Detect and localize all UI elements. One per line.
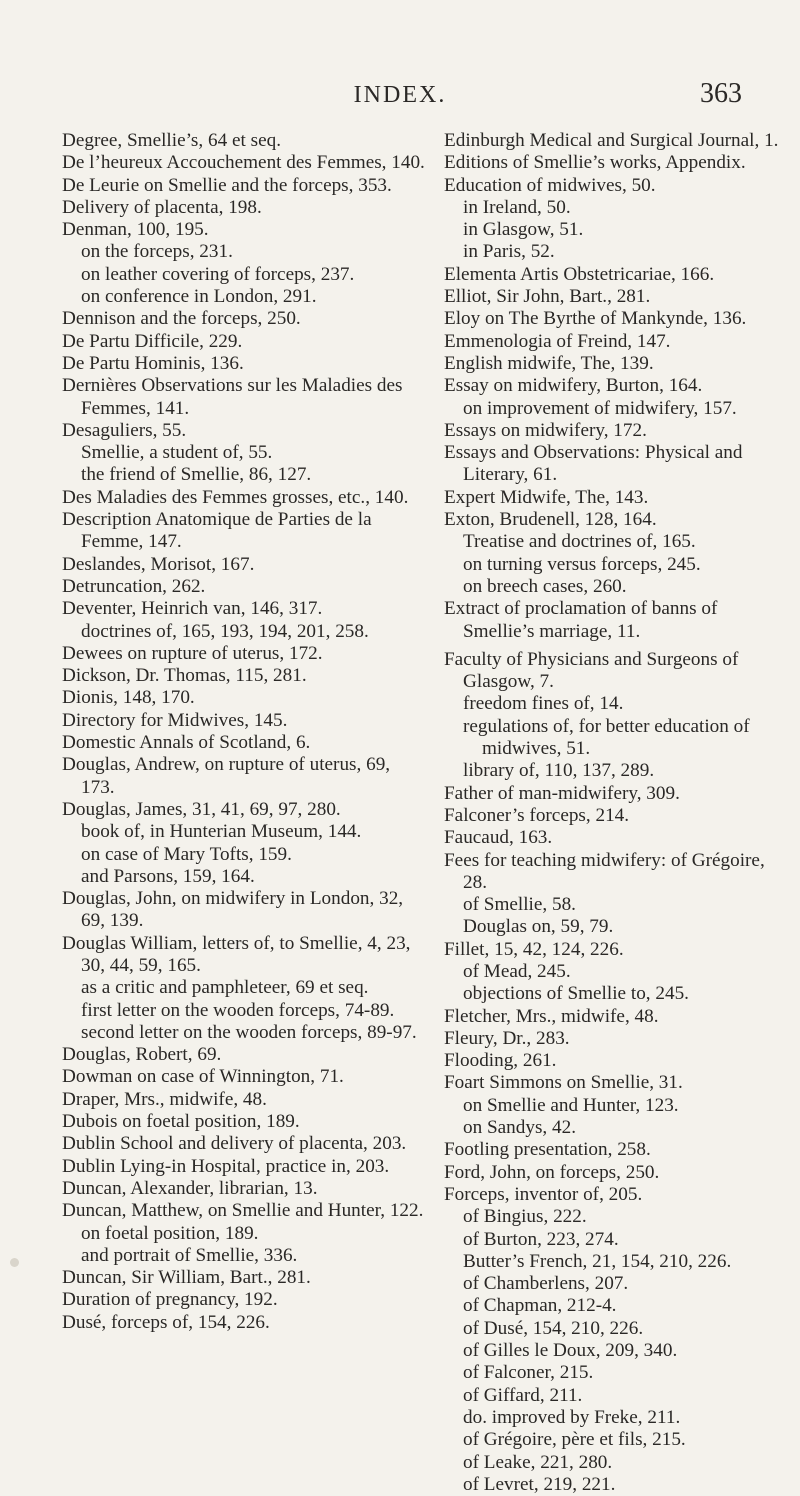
- index-subentry: of Burton, 223, 274.: [463, 1228, 619, 1250]
- index-entry: Elliot, Sir John, Bart., 281.: [444, 286, 651, 308]
- index-entry: Falconer’s forceps, 214.: [444, 804, 630, 826]
- index-subentry: in Paris, 52.: [463, 241, 555, 263]
- index-entry: Dubois on foetal position, 189.: [62, 1111, 300, 1133]
- index-entry: Draper, Mrs., midwife, 48.: [62, 1088, 267, 1110]
- index-entry: Elementa Artis Obstetricariae, 166.: [444, 263, 715, 285]
- index-entry: Essays on midwifery, 172.: [444, 419, 647, 441]
- index-entry: Fleury, Dr., 283.: [444, 1027, 570, 1049]
- page-header: [0, 78, 800, 118]
- index-subentry: on foetal position, 189.: [81, 1222, 259, 1244]
- index-entry: De Partu Difficile, 229.: [62, 330, 243, 352]
- index-subentry: of Chapman, 212-4.: [463, 1295, 617, 1317]
- index-subentry: on Sandys, 42.: [463, 1117, 576, 1139]
- index-entry: Douglas, Robert, 69.: [62, 1044, 222, 1066]
- index-entry: Edinburgh Medical and Surgical Journal, 1.: [444, 130, 779, 151]
- index-subentry: as a critic and pamphleteer, 69 et seq.: [81, 977, 369, 999]
- index-entry: Deventer, Heinrich van, 146, 317.: [62, 598, 323, 620]
- index-entry: Dublin School and delivery of placenta, 203.: [62, 1133, 407, 1155]
- index-subentry: on Smellie and Hunter, 123.: [463, 1094, 679, 1116]
- index-entry: Dennison and the forceps, 250.: [62, 308, 301, 330]
- index-entry: Extract of proclamation of banns of Smellie’s marriage, 11.: [444, 598, 718, 642]
- index-entry: Douglas, John, on midwifery in London, 32, 69, 139.: [62, 888, 404, 932]
- index-subentry: of Falconer, 215.: [463, 1362, 594, 1384]
- index-subentry: of Levret, 219, 221.: [463, 1473, 616, 1495]
- index-subentry: Smellie, a student of, 55.: [81, 442, 273, 464]
- index-subentry: second letter on the wooden forceps, 89-97.: [81, 1021, 417, 1043]
- index-subentry: of Dusé, 154, 210, 226.: [463, 1317, 644, 1339]
- index-entry: Douglas, Andrew, on rupture of uterus, 69, 173.: [62, 754, 391, 798]
- index-entry: Foart Simmons on Smellie, 31.: [444, 1072, 683, 1094]
- index-subentry: book of, in Hunterian Museum, 144.: [81, 821, 362, 843]
- index-entry: Duncan, Alexander, librarian, 13.: [62, 1177, 318, 1199]
- index-entry: Dublin Lying-in Hospital, practice in, 203.: [62, 1155, 390, 1177]
- index-subentry: freedom fines of, 14.: [463, 693, 624, 715]
- index-subentry: in Ireland, 50.: [463, 196, 571, 218]
- index-subentry: and portrait of Smellie, 336.: [81, 1244, 298, 1266]
- index-subentry: on the forceps, 231.: [81, 241, 233, 263]
- index-entry: Essay on midwifery, Burton, 164.: [444, 375, 703, 397]
- index-entry: Faucaud, 163.: [444, 827, 553, 849]
- index-entry: De l’heureux Accouchement des Femmes, 140.: [62, 152, 425, 174]
- index-entry: Faculty of Physicians and Surgeons of Glasgow, 7.: [444, 648, 739, 693]
- index-entry: Douglas William, letters of, to Smellie, 4, 23, 30, 44, 59, 165.: [62, 932, 411, 976]
- index-subentry: of Bingius, 222.: [463, 1206, 587, 1228]
- index-entry: Forceps, inventor of, 205.: [444, 1183, 643, 1205]
- index-entry: Flooding, 261.: [444, 1050, 557, 1072]
- index-entry: Essays and Observations: Physical and Literary, 61.: [444, 442, 743, 486]
- index-entry: Duration of pregnancy, 192.: [62, 1289, 278, 1311]
- index-column-right: [444, 130, 789, 1496]
- index-entry: Domestic Annals of Scotland, 6.: [62, 732, 311, 754]
- index-subentry: on improvement of midwifery, 157.: [463, 397, 737, 419]
- index-subentry: on leather covering of forceps, 237.: [81, 263, 355, 285]
- index-entry: Fees for teaching midwifery: of Grégoire, 28.: [444, 849, 765, 893]
- index-entry: English midwife, The, 139.: [444, 352, 654, 374]
- index-subentry: Treatise and doctrines of, 165.: [463, 531, 696, 553]
- page-number: 363: [700, 78, 742, 109]
- index-subentry: of Gilles le Doux, 209, 340.: [463, 1340, 678, 1362]
- index-subentry: in Glasgow, 51.: [463, 219, 584, 241]
- index-entry: De Partu Hominis, 136.: [62, 352, 244, 374]
- index-subentry: of Smellie, 58.: [463, 894, 576, 916]
- index-subentry: objections of Smellie to, 245.: [463, 983, 689, 1005]
- index-subentry: library of, 110, 137, 289.: [463, 760, 655, 782]
- index-entry: Dionis, 148, 170.: [62, 687, 195, 709]
- index-subentry: Butter’s French, 21, 154, 210, 226.: [463, 1250, 732, 1272]
- index-subentry: the friend of Smellie, 86, 127.: [81, 464, 312, 486]
- index-entry: Editions of Smellie’s works, Appendix.: [444, 152, 746, 174]
- index-entry: Father of man-midwifery, 309.: [444, 782, 680, 804]
- index-entry: Denman, 100, 195.: [62, 219, 209, 241]
- index-entry: Education of midwives, 50.: [444, 174, 656, 196]
- index-subentry: do. improved by Freke, 211.: [463, 1406, 681, 1428]
- index-subentry: of Mead, 245.: [463, 960, 571, 982]
- index-entry: Dernières Observations sur les Maladies des Femmes, 141.: [62, 375, 403, 419]
- index-entry: Footling presentation, 258.: [444, 1139, 651, 1161]
- index-entry: Duncan, Sir William, Bart., 281.: [62, 1267, 311, 1289]
- index-subentry: Douglas on, 59, 79.: [463, 916, 614, 938]
- index-entry: De Leurie on Smellie and the forceps, 353.: [62, 174, 392, 196]
- index-entry: Dewees on rupture of uterus, 172.: [62, 642, 323, 664]
- index-entry: Fletcher, Mrs., midwife, 48.: [444, 1005, 659, 1027]
- index-entry: Emmenologia of Freind, 147.: [444, 330, 671, 352]
- index-entry: Expert Midwife, The, 143.: [444, 486, 649, 508]
- index-subentry: on conference in London, 291.: [81, 286, 317, 308]
- index-subentry: doctrines of, 165, 193, 194, 201, 258.: [81, 620, 369, 642]
- index-entry: Douglas, James, 31, 41, 69, 97, 280.: [62, 798, 341, 820]
- index-entry: Exton, Brudenell, 128, 164.: [444, 509, 657, 531]
- index-entry: Desaguliers, 55.: [62, 419, 187, 441]
- index-entry: Dickson, Dr. Thomas, 115, 281.: [62, 665, 307, 687]
- index-entry: Deslandes, Morisot, 167.: [62, 553, 255, 575]
- index-entry: Fillet, 15, 42, 124, 226.: [444, 938, 624, 960]
- index-entry: Eloy on The Byrthe of Mankynde, 136.: [444, 308, 747, 330]
- index-entry: Dusé, forceps of, 154, 226.: [62, 1311, 270, 1333]
- running-title: INDEX.: [353, 82, 447, 108]
- index-subentry: regulations of, for better education of midwives, 51.: [463, 715, 750, 760]
- index-subentry: of Leake, 221, 280.: [463, 1451, 613, 1473]
- index-subentry: on case of Mary Tofts, 159.: [81, 843, 292, 865]
- index-subentry: first letter on the wooden forceps, 74-89.: [81, 999, 395, 1021]
- index-entry: Directory for Midwives, 145.: [62, 709, 288, 731]
- index-subentry: of Giffard, 211.: [463, 1384, 583, 1406]
- index-entry: Ford, John, on forceps, 250.: [444, 1161, 660, 1183]
- index-entry: Duncan, Matthew, on Smellie and Hunter, 122.: [62, 1200, 424, 1222]
- index-entry: Delivery of placenta, 198.: [62, 196, 262, 218]
- index-column-left: [62, 130, 427, 1334]
- index-subentry: of Grégoire, père et fils, 215.: [463, 1429, 686, 1451]
- index-entry: Description Anatomique de Parties de la Femme, 147.: [62, 509, 372, 553]
- index-entry: Dowman on case of Winnington, 71.: [62, 1066, 344, 1088]
- paper-stain: [10, 1258, 19, 1267]
- index-subentry: of Chamberlens, 207.: [463, 1273, 629, 1295]
- index-entry: Degree, Smellie’s, 64 et seq.: [62, 130, 281, 151]
- index-subentry: on turning versus forceps, 245.: [463, 553, 701, 575]
- index-entry: Detruncation, 262.: [62, 575, 206, 597]
- index-entry: Des Maladies des Femmes grosses, etc., 140.: [62, 486, 409, 508]
- index-subentry: on breech cases, 260.: [463, 575, 627, 597]
- index-subentry: and Parsons, 159, 164.: [81, 865, 255, 887]
